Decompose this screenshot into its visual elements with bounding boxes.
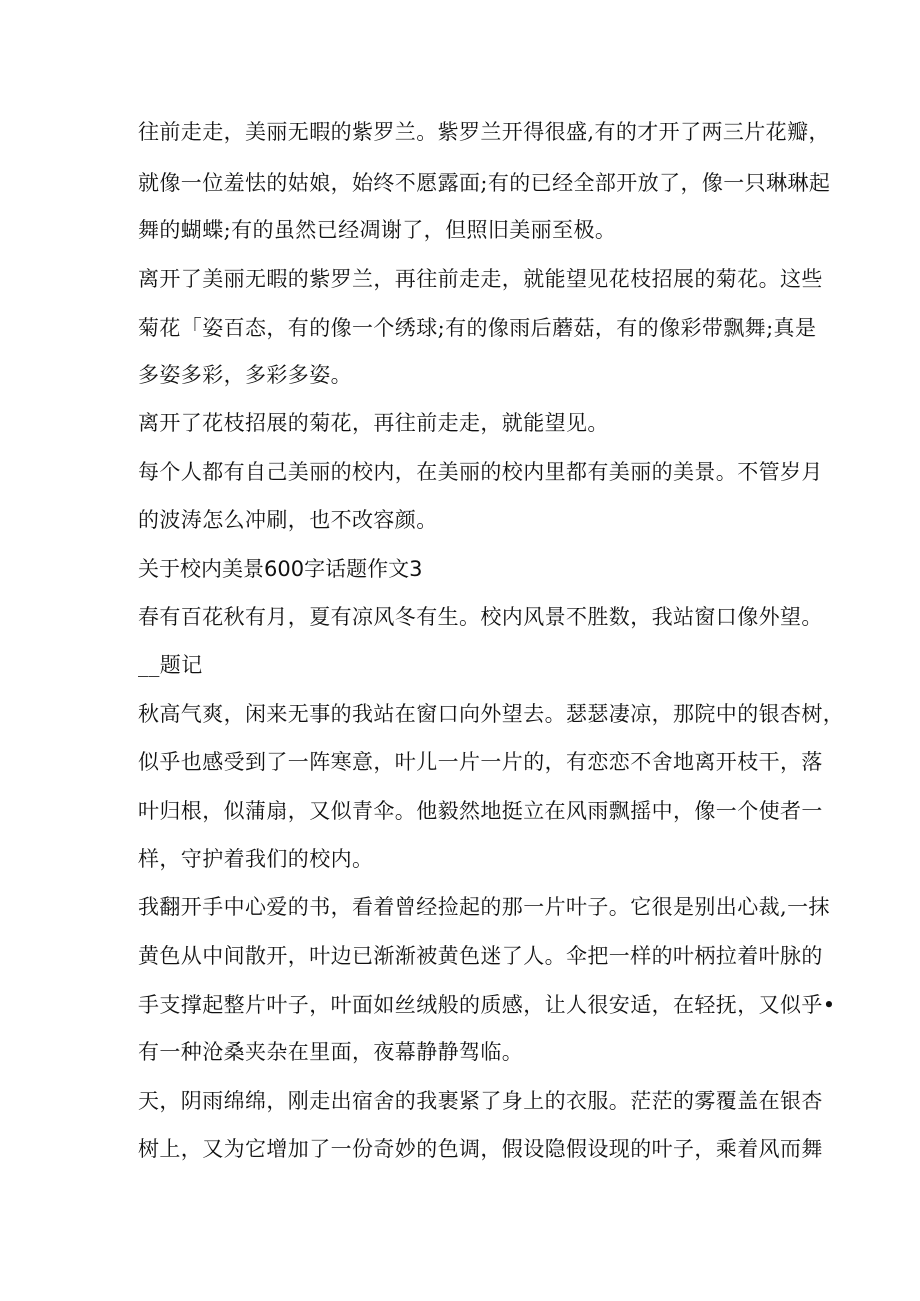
text-line: 似乎也感受到了一阵寒意，叶儿一片一片的，有恋恋不舍地离开枝干，落 <box>138 750 823 774</box>
text-line: 舞的蝴蝶;有的虽然已经凋谢了，但照旧美丽至极。 <box>138 218 617 242</box>
text-line: 每个人都有自己美丽的校内，在美丽的校内里都有美丽的美景。不管岁月 <box>138 460 823 484</box>
text-line: 离开了美丽无暇的紫罗兰，再往前走走，就能望见花枝招展的菊花。这些 <box>138 267 823 291</box>
text-line: 多姿多彩，多彩多姿。 <box>138 363 352 387</box>
text-line: 叶归根，似蒲扇，又似青伞。他毅然地挺立在风雨飘摇中，像一个使者一 <box>138 799 823 823</box>
text-line: 往前走走，美丽无暇的紫罗兰。紫罗兰开得很盛,有的才开了两三片花瓣， <box>138 120 830 144</box>
text-line: 春有百花秋有月，夏有凉风冬有生。校内风景不胜数，我站窗口像外望。 <box>138 605 823 629</box>
text-line: 天，阴雨绵绵，刚走出宿舍的我裹紧了身上的衣服。茫茫的雾覆盖在银杏 <box>138 1089 823 1113</box>
text-line: 黄色从中间散开，叶边已渐渐被黄色迷了人。伞把一样的叶柄拉着叶脉的 <box>138 944 823 968</box>
text-line: 秋高气爽，闲来无事的我站在窗口向外望去。瑟瑟凄凉，那院中的银杏树， <box>138 702 845 726</box>
text-line: 我翻开手中心爱的书，看着曾经捡起的那一片叶子。它很是别出心裁,一抹 <box>138 895 830 919</box>
text-line: 样，守护着我们的校内。 <box>138 847 374 871</box>
text-line: 的波涛怎么冲刷，也不改容颜。 <box>138 508 438 532</box>
text-line: 手支撑起整片叶子，叶面如丝绒般的质感，让人很安适，在轻抚，又似乎• <box>138 993 836 1017</box>
essay-title: 关于校内美景600字话题作文3 <box>138 557 423 581</box>
epigraph-attribution: __题记 <box>138 653 203 677</box>
text-line: 就像一位羞怯的姑娘，始终不愿露面;有的已经全部开放了，像一只琳琳起 <box>138 171 831 195</box>
text-line: 菊花「姿百态，有的像一个绣球;有的像雨后蘑菇，有的像彩带飘舞;真是 <box>138 316 817 340</box>
text-line: 树上，又为它增加了一份奇妙的色调，假设隐假设现的叶子，乘着风而舞 <box>138 1137 823 1161</box>
text-line: 离开了花枝招展的菊花，再往前走走，就能望见。 <box>138 411 609 435</box>
text-line: 有一种沧桑夹杂在里面，夜幕静静驾临。 <box>138 1040 524 1064</box>
